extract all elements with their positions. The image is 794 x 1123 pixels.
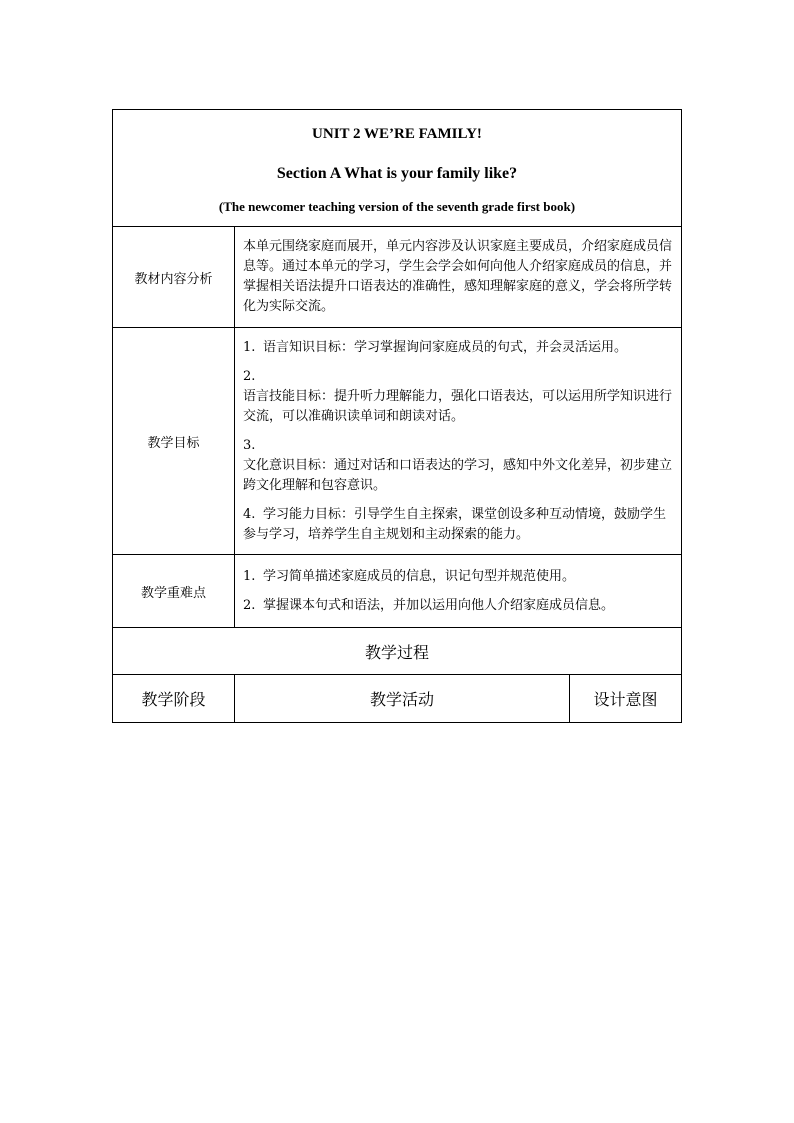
key-point-text: 掌握课本句式和语法，并加以运用向他人介绍家庭成员信息。 — [263, 597, 615, 613]
lesson-plan-table — [112, 109, 682, 723]
goals-row — [113, 328, 682, 555]
goal-number: 2. — [243, 368, 256, 384]
version-subtitle: (The newcomer teaching version of the seventh grade first book) — [218, 198, 576, 214]
goal-text: 语言知识目标：学习掌握询问家庭成员的句式，并会灵活运用。 — [263, 339, 628, 355]
process-header-row — [113, 675, 682, 723]
section-title: Section A What is your family like? — [276, 164, 518, 182]
key-point-item — [243, 567, 673, 587]
goal-text: 文化意识目标：通过对话和口语表达的学习，感知中外文化差异，初步建立跨文化理解和包容意识。 — [243, 457, 673, 493]
goals-label: 教学目标 — [113, 328, 235, 555]
analysis-content — [235, 227, 682, 328]
key-point-number: 1. — [243, 568, 256, 584]
process-row — [113, 628, 682, 675]
goal-text: 学习能力目标：引导学生自主探索，课堂创设多种互动情境，鼓励学生参与学习，培养学生自主规划和主动探索的能力。 — [243, 506, 667, 542]
goal-text: 语言技能目标：提升听力理解能力，强化口语表达，可以运用所学知识进行交流，可以准确识读单词和朗读对话。 — [243, 388, 673, 424]
key-points-label: 教学重难点 — [113, 555, 235, 628]
analysis-label: 教材内容分析 — [113, 227, 235, 328]
goal-item — [243, 367, 673, 427]
unit-title: UNIT 2 WE’RE FAMILY! — [312, 125, 482, 142]
key-point-text: 学习简单描述家庭成员的信息，识记句型并规范使用。 — [263, 568, 576, 584]
key-point-number: 2. — [243, 597, 256, 613]
process-heading: 教学过程 — [113, 628, 682, 675]
key-point-item — [243, 596, 673, 616]
goal-item — [243, 505, 673, 545]
goal-number: 3. — [243, 437, 256, 453]
title-cell — [113, 110, 682, 227]
goal-item — [243, 436, 673, 496]
goal-number: 4. — [243, 506, 256, 522]
analysis-row — [113, 227, 682, 328]
column-header-activity: 教学活动 — [235, 675, 570, 723]
key-points-row — [113, 555, 682, 628]
goals-content — [235, 328, 682, 555]
key-points-content — [235, 555, 682, 628]
column-header-stage: 教学阶段 — [113, 675, 235, 723]
analysis-text: 本单元围绕家庭而展开，单元内容涉及认识家庭主要成员，介绍家庭成员信息等。通过本单元的学习，学生会学会如何向他人介绍家庭成员的信息，并掌握相关语法提升口语表达的准确性，感知理解家庭的意义，学会将所学转化为实际交流。 — [243, 239, 673, 314]
goal-number: 1. — [243, 339, 256, 355]
goal-item — [243, 338, 673, 358]
column-header-intent: 设计意图 — [570, 675, 682, 723]
title-row — [113, 110, 682, 227]
